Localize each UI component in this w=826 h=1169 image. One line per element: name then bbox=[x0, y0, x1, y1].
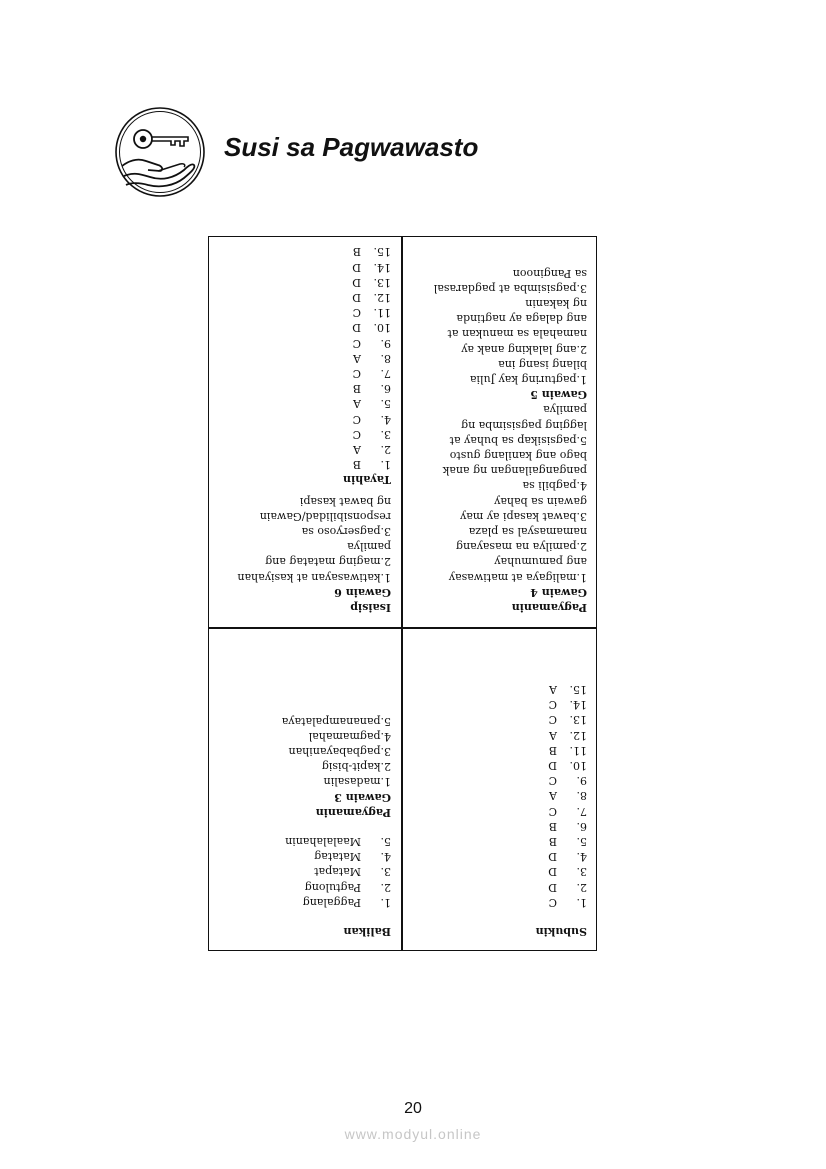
tayahin-item bbox=[216, 305, 391, 320]
subukin-item bbox=[411, 864, 587, 879]
tayahin-item-number: 15. bbox=[373, 245, 391, 259]
subukin-heading: Subukin bbox=[535, 925, 587, 938]
balikan-item-number: 5. bbox=[380, 834, 391, 848]
subukin-item-answer: C bbox=[548, 713, 557, 727]
subukin-item-answer: D bbox=[548, 865, 557, 879]
balikan-item bbox=[216, 895, 391, 910]
tayahin-item bbox=[216, 290, 391, 305]
isaisip-heading: Isaisip bbox=[350, 601, 391, 614]
subukin-item bbox=[411, 758, 587, 773]
tayahin-item-number: 7. bbox=[380, 366, 391, 380]
tayahin-item bbox=[216, 320, 391, 335]
subukin-item-number: 8. bbox=[576, 789, 587, 803]
subukin-item-answer: B bbox=[548, 743, 557, 757]
subukin-item-answer: A bbox=[549, 728, 557, 742]
tayahin-item-number: 6. bbox=[380, 382, 391, 396]
cell-isaisip bbox=[208, 236, 401, 627]
gawain6-item: 1.katiwasayan at kasiyahan bbox=[237, 570, 391, 584]
gawain6-item: 3.pagseryoso sa responsibilidad/Gawain ng bawat kasapi bbox=[259, 494, 391, 538]
gawain3-heading: Gawain 3 bbox=[334, 790, 391, 804]
tayahin-item bbox=[216, 351, 391, 366]
gawain6-list bbox=[216, 493, 391, 584]
balikan-item-answer: Matapat bbox=[314, 865, 361, 879]
watermark: www.modyul.online bbox=[344, 1126, 482, 1142]
gawain3-item: 2.kapit-bisig bbox=[321, 760, 391, 774]
tayahin-item-answer: D bbox=[352, 290, 361, 304]
subukin-item-number: 9. bbox=[576, 774, 587, 788]
subukin-item-answer: C bbox=[548, 804, 557, 818]
tayahin-item-answer: C bbox=[352, 336, 361, 350]
subukin-item bbox=[411, 697, 587, 712]
tayahin-item bbox=[216, 366, 391, 381]
tayahin-item bbox=[216, 259, 391, 274]
gawain4-list bbox=[411, 402, 587, 584]
answer-key-grid bbox=[208, 236, 597, 951]
tayahin-item bbox=[216, 411, 391, 426]
balikan-item-answer: Maalalahanin bbox=[285, 834, 361, 848]
tayahin-item bbox=[216, 244, 391, 259]
subukin-item bbox=[411, 879, 587, 894]
gawain5-heading: Gawain 5 bbox=[530, 388, 587, 402]
subukin-item-answer: D bbox=[548, 758, 557, 772]
balikan-item-answer: Pagtulong bbox=[304, 880, 361, 894]
gawain3-item: 1.madasalin bbox=[323, 775, 391, 789]
tayahin-item bbox=[216, 427, 391, 442]
subukin-item-number: 6. bbox=[576, 819, 587, 833]
tayahin-item-number: 8. bbox=[380, 351, 391, 365]
key-in-hand-logo bbox=[112, 106, 208, 198]
page-title: Susi sa Pagwawasto bbox=[224, 132, 479, 162]
subukin-item bbox=[411, 819, 587, 834]
tayahin-item-answer: B bbox=[352, 458, 361, 472]
subukin-item-number: 3. bbox=[576, 865, 587, 879]
tayahin-item-number: 1. bbox=[380, 458, 391, 472]
balikan-item bbox=[216, 849, 391, 864]
subukin-item bbox=[411, 743, 587, 758]
subukin-item bbox=[411, 712, 587, 727]
subukin-item-number: 7. bbox=[576, 804, 587, 818]
tayahin-item-answer: A bbox=[353, 442, 361, 456]
subukin-item-answer: A bbox=[549, 682, 557, 696]
cell-subukin bbox=[403, 629, 597, 951]
subukin-item-answer: D bbox=[548, 850, 557, 864]
subukin-item-answer: B bbox=[548, 819, 557, 833]
tayahin-item-answer: D bbox=[352, 275, 361, 289]
gawain5-item: 1.pagturing kay Julia bilang isang ina bbox=[469, 357, 587, 386]
tayahin-item bbox=[216, 275, 391, 290]
subukin-item-number: 14. bbox=[569, 698, 587, 712]
subukin-item-number: 4. bbox=[576, 850, 587, 864]
gawain4-heading: Gawain 4 bbox=[530, 585, 587, 599]
pagyamanin-heading: Pagyamanin bbox=[511, 601, 587, 614]
tayahin-item bbox=[216, 396, 391, 411]
balikan-item bbox=[216, 879, 391, 894]
balikan-item-answer: Matatag bbox=[314, 850, 361, 864]
tayahin-item bbox=[216, 381, 391, 396]
balikan-item bbox=[216, 834, 391, 849]
balikan-item-number: 1. bbox=[380, 895, 391, 909]
subukin-item-answer: C bbox=[548, 895, 557, 909]
subukin-item-answer: D bbox=[548, 880, 557, 894]
subukin-item-answer: B bbox=[548, 834, 557, 848]
subukin-item bbox=[411, 849, 587, 864]
subukin-item-number: 10. bbox=[569, 758, 587, 772]
subukin-item bbox=[411, 895, 587, 910]
subukin-item bbox=[411, 788, 587, 803]
gawain4-item: 2.pamilya na masayang namamasyal sa plaza bbox=[455, 524, 587, 554]
subukin-item bbox=[411, 682, 587, 697]
gawain3-list bbox=[216, 713, 391, 789]
tayahin-item bbox=[216, 457, 391, 472]
pagyamanin-heading-2: Pagyamanin bbox=[315, 805, 391, 819]
tayahin-item-number: 11. bbox=[373, 306, 391, 320]
tayahin-item-number: 4. bbox=[380, 412, 391, 426]
tayahin-item-number: 14. bbox=[373, 260, 391, 274]
subukin-item-number: 15. bbox=[569, 682, 587, 696]
subukin-item-answer: C bbox=[548, 698, 557, 712]
gawain6-item: 2.maging matatag ang pamilya bbox=[265, 540, 391, 569]
tayahin-item-number: 13. bbox=[373, 275, 391, 289]
tayahin-item-number: 12. bbox=[373, 290, 391, 304]
tayahin-item bbox=[216, 442, 391, 457]
subukin-item bbox=[411, 803, 587, 818]
key-in-hand-icon bbox=[112, 106, 208, 198]
tayahin-item-number: 2. bbox=[380, 442, 391, 456]
balikan-item-answer: Paggalang bbox=[302, 895, 361, 909]
balikan-item-number: 3. bbox=[380, 865, 391, 879]
gawain3-item: 3.pagbabayanihan bbox=[288, 744, 391, 758]
tayahin-item-answer: A bbox=[353, 351, 361, 365]
tayahin-item-answer: B bbox=[352, 245, 361, 259]
tayahin-item bbox=[216, 335, 391, 350]
tayahin-heading: Tayahin bbox=[343, 473, 391, 487]
page-number: 20 bbox=[404, 1100, 422, 1117]
subukin-list bbox=[411, 682, 587, 910]
gawain6-heading: Gawain 6 bbox=[334, 585, 391, 599]
gawain4-item: 4.pagbili sa pangangailangan ng anak bago ang kanilang gusto bbox=[442, 448, 587, 493]
cell-balikan bbox=[208, 629, 401, 951]
tayahin-item-number: 3. bbox=[380, 427, 391, 441]
gawain3-item: 4.pagmamahal bbox=[308, 729, 391, 743]
gawain4-item: 3.bawat kasapi ay may gawain sa bahay bbox=[460, 494, 587, 523]
subukin-item-number: 5. bbox=[576, 834, 587, 848]
tayahin-item-answer: C bbox=[352, 306, 361, 320]
tayahin-item-answer: D bbox=[352, 260, 361, 274]
subukin-item-number: 12. bbox=[569, 728, 587, 742]
subukin-item-answer: A bbox=[549, 789, 557, 803]
tayahin-item-answer: C bbox=[352, 427, 361, 441]
gawain4-item: 5.pagsisikap sa buhay at lagging pagsisimba ng pamilya bbox=[449, 403, 587, 447]
gawain5-list bbox=[411, 265, 587, 387]
balikan-item bbox=[216, 864, 391, 879]
subukin-item-number: 13. bbox=[569, 713, 587, 727]
balikan-list bbox=[216, 834, 391, 910]
tayahin-list bbox=[216, 244, 391, 472]
tayahin-item-answer: D bbox=[352, 321, 361, 335]
gawain4-item: 1.maligaya at matiwasay ang pamumuhay bbox=[448, 555, 587, 584]
subukin-item-number: 1. bbox=[576, 895, 587, 909]
tayahin-item-answer: C bbox=[352, 366, 361, 380]
subukin-item-number: 11. bbox=[569, 743, 587, 757]
tayahin-item-number: 9. bbox=[380, 336, 391, 350]
cell-pagyamanin bbox=[403, 236, 597, 627]
balikan-item-number: 4. bbox=[380, 850, 391, 864]
balikan-heading: Balikan bbox=[343, 925, 391, 938]
gawain5-item: 2.ang lalaking anak ay namahala sa manukan at ang dalaga ay nagtinda ng kakanin bbox=[447, 296, 587, 356]
subukin-item-answer: C bbox=[548, 774, 557, 788]
subukin-item bbox=[411, 727, 587, 742]
subukin-item bbox=[411, 773, 587, 788]
tayahin-item-number: 5. bbox=[380, 397, 391, 411]
subukin-item-number: 2. bbox=[576, 880, 587, 894]
gawain3-item: 5.pananampalataya bbox=[281, 714, 391, 728]
tayahin-item-answer: A bbox=[353, 397, 361, 411]
tayahin-item-answer: C bbox=[352, 412, 361, 426]
balikan-item-number: 2. bbox=[380, 880, 391, 894]
gawain5-item: 3.pagsisimba at pagdarasal sa Panginoon bbox=[433, 266, 587, 295]
subukin-item bbox=[411, 834, 587, 849]
tayahin-item-number: 10. bbox=[373, 321, 391, 335]
tayahin-item-answer: B bbox=[352, 382, 361, 396]
